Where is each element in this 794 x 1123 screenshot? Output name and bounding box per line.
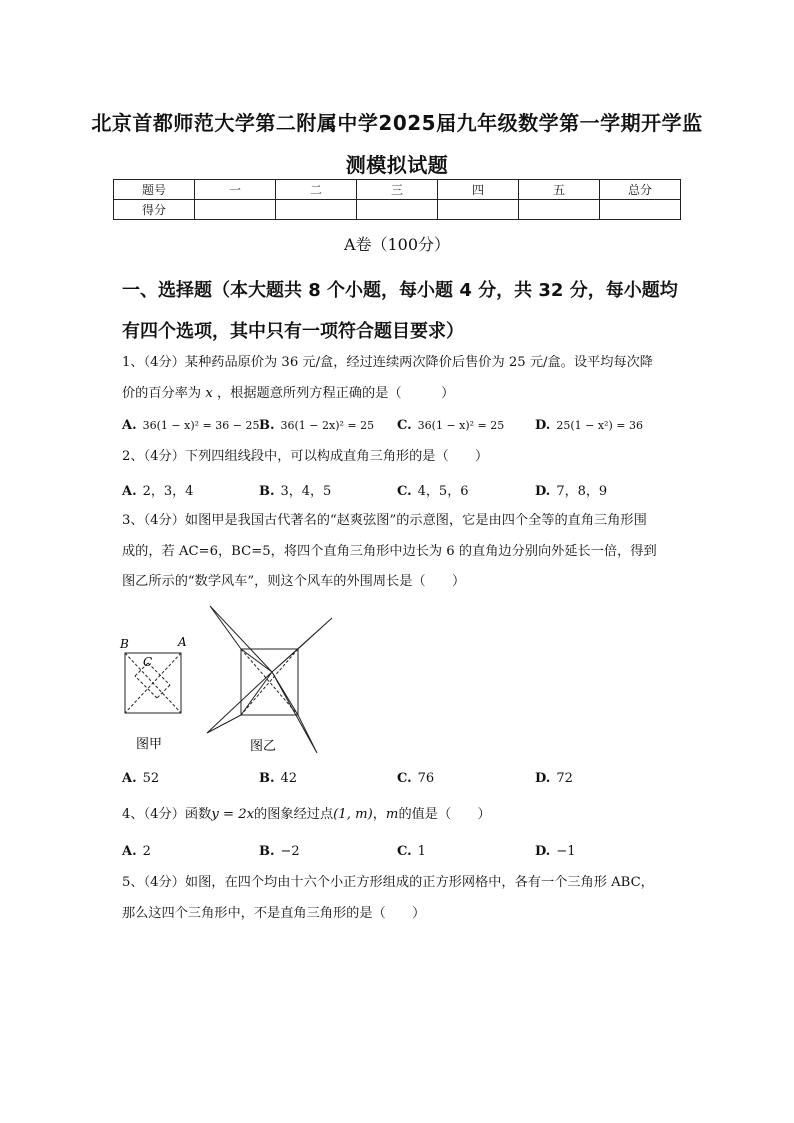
- option-letter: D.: [535, 418, 551, 433]
- q4-mid2: ，: [372, 807, 386, 822]
- q2-option-d[interactable]: [535, 480, 607, 499]
- fig2-pinwheel-diagram: [207, 606, 332, 753]
- option-text: 72: [556, 771, 573, 786]
- q4-option-d[interactable]: [535, 844, 576, 859]
- option-letter: D.: [535, 844, 551, 859]
- option-text: 36(1 − x)² = 36 − 25: [142, 419, 260, 432]
- q4-post: 的值是（ ）: [398, 807, 491, 822]
- option-letter: D.: [535, 771, 551, 786]
- option-letter: A.: [122, 771, 137, 786]
- option-letter: C.: [397, 484, 412, 499]
- score-input-cell[interactable]: [438, 200, 519, 220]
- fig2-blade-bottom: [272, 672, 317, 753]
- score-table-cell: 一: [195, 180, 276, 200]
- section-heading-line1: 一、选择题（本大题共 8 个小题，每小题 4 分，共 32 分，每小题均: [122, 280, 678, 301]
- option-text: 42: [280, 771, 298, 786]
- score-table-cell: 总分: [600, 180, 681, 200]
- q3-option-d[interactable]: [535, 771, 573, 786]
- score-table-cell: 三: [357, 180, 438, 200]
- option-letter: A.: [122, 844, 137, 859]
- fig2-square: [241, 649, 298, 715]
- option-text: −1: [556, 844, 576, 859]
- q4-pre: 4、（4分）函数: [122, 807, 212, 822]
- score-input-cell[interactable]: [600, 200, 681, 220]
- score-table-score-row: [114, 200, 681, 220]
- option-letter: A.: [122, 484, 137, 499]
- option-letter: C.: [397, 771, 412, 786]
- option-letter: C.: [397, 418, 412, 433]
- option-text: 4，5，6: [417, 484, 469, 499]
- q2-line1: 2、（4分）下列四组线段中，可以构成直角三角形的是（ ）: [122, 449, 489, 464]
- section-heading-line2: 有四个选项，其中只有一项符合题目要求）: [122, 321, 464, 342]
- q4-option-b[interactable]: [259, 844, 300, 859]
- option-letter: A.: [122, 418, 137, 433]
- q3-line1: 3、（4分）如图甲是我国古代著名的“赵爽弦图”的示意图，它是由四个全等的直角三角形围: [122, 513, 647, 528]
- option-letter: B.: [259, 844, 275, 859]
- score-table: [113, 179, 681, 220]
- volume-title: A卷（100分）: [343, 235, 451, 254]
- fig2-blade-right: [272, 618, 332, 672]
- option-letter: D.: [535, 484, 551, 499]
- option-text: 25(1 − x²) = 36: [556, 419, 643, 432]
- q4-mid: 的图象经过点: [254, 807, 334, 822]
- option-text: −2: [280, 844, 300, 859]
- option-text: 36(1 − 2x)² = 25: [280, 419, 375, 432]
- option-text: 52: [142, 771, 160, 786]
- score-input-cell[interactable]: [357, 200, 438, 220]
- q1-line2-pre: 价的百分率为: [122, 386, 202, 401]
- q1-line1: 1、（4分）某种药品原价为 36 元/盒，经过连续两次降价后售价为 25 元/盒。设平均每次降: [122, 355, 653, 370]
- option-letter: C.: [397, 844, 412, 859]
- option-text: 1: [417, 844, 426, 859]
- score-input-cell[interactable]: [519, 200, 600, 220]
- fig2-caption: 图乙: [250, 739, 277, 754]
- exam-title-line2: 测模拟试题: [345, 153, 449, 177]
- q1-line2: [122, 385, 454, 403]
- q3-option-c[interactable]: [397, 771, 434, 786]
- fig1-label-c: C: [143, 655, 153, 669]
- score-table-cell: 得分: [114, 200, 195, 220]
- option-text: 2: [142, 844, 151, 859]
- q3-line3: 图乙所示的“数学风车”，则这个风车的外围周长是（ ）: [122, 574, 466, 589]
- q1-variable: x: [205, 386, 213, 401]
- fig2-blade-left: [207, 672, 272, 733]
- q3-option-a[interactable]: [122, 771, 159, 786]
- option-text: 36(1 − x)² = 25: [417, 419, 505, 432]
- q4-option-a[interactable]: [122, 844, 151, 859]
- q2-option-a[interactable]: [122, 480, 193, 499]
- fig2-dashed-lines: [241, 649, 298, 715]
- q1-option-c[interactable]: [397, 418, 504, 433]
- score-input-cell[interactable]: [276, 200, 357, 220]
- fig1-dashed-lines: [125, 653, 181, 713]
- q3-figures: [110, 600, 350, 760]
- fig1-zhaoshuang-diagram: [125, 653, 181, 713]
- q3-line2: 成的，若 AC=6，BC=5，将四个直角三角形中边长为 6 的直角边分别向外延长一倍，得到: [122, 544, 657, 559]
- q5-line2: 那么这四个三角形中，不是直角三角形的是（ ）: [122, 906, 426, 921]
- score-table-cell: 五: [519, 180, 600, 200]
- option-text: 7，8，9: [556, 484, 608, 499]
- score-input-cell[interactable]: [195, 200, 276, 220]
- q3-option-b[interactable]: [259, 771, 297, 786]
- fig1-label-a: A: [178, 635, 187, 649]
- q4-line1: [122, 806, 491, 824]
- score-table-header-row: [114, 180, 681, 200]
- option-text: 2，3，4: [142, 484, 194, 499]
- q5-line1: 5、（4分）如图，在四个均由十六个小正方形组成的正方形网格中，各有一个三角形 ABC，: [122, 875, 654, 890]
- q4-option-c[interactable]: [397, 844, 426, 859]
- q2-option-c[interactable]: [397, 480, 468, 499]
- q1-option-a[interactable]: [122, 418, 259, 433]
- option-letter: B.: [259, 418, 275, 433]
- q1-option-d[interactable]: [535, 418, 643, 433]
- q4-variable: m: [385, 807, 399, 822]
- exam-title-line1: 北京首都师范大学第二附属中学2025届九年级数学第一学期开学监: [91, 111, 703, 135]
- option-text: 76: [417, 771, 435, 786]
- fig1-caption: 图甲: [136, 737, 163, 752]
- score-table-cell: 题号: [114, 180, 195, 200]
- q1-option-b[interactable]: [259, 418, 374, 433]
- score-table-cell: 四: [438, 180, 519, 200]
- option-letter: B.: [259, 771, 275, 786]
- option-letter: B.: [259, 484, 275, 499]
- q4-point: (1, m): [333, 807, 373, 822]
- option-text: 3，4，5: [280, 484, 332, 499]
- q4-function: y = 2x: [211, 807, 255, 822]
- q1-line2-post: ，根据题意所列方程正确的是（ ）: [216, 386, 455, 401]
- score-table-cell: 二: [276, 180, 357, 200]
- q2-option-b[interactable]: [259, 480, 331, 499]
- fig1-label-b: B: [120, 637, 129, 651]
